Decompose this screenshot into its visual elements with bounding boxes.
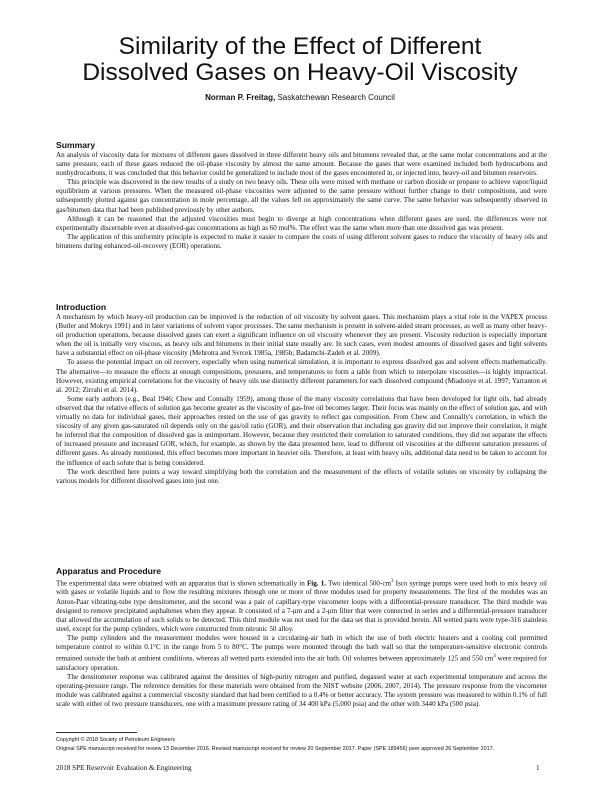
superscript: 3: [493, 654, 496, 660]
introduction-paragraph: Some early authors (e.g., Beal 1946; Chew and Connally 1959), among those of the many viscosity correlations that have been developed for light oils, had already observed that the relative effects of solution gas become greater as the viscosity of gas-free oil becomes larger. Their focus was mainly on the effect of solution gas, and with virtually no data for individual gases, their approaches rested on the use of gas gravity to reflect gas composition. From Chew and Connally's correlation, in which the viscosity of any given gas-saturated oil depends only on the gas/oil ratio (GOR), and their observation that including gas gravity did not improve their correlation, it might be inferred that the composition of dissolved gas is unimportant. However, because they restricted their correlation to saturated conditions, they did not separate the effects of increased pressure and increased GOR, which, for example, as shown by the data presented here, lead to different oil viscosities at the different saturation pressures of different gases. As already mentioned, this effect becomes more important in heavier oils. Therefore, at least with heavy oils, additional data need to be taken to account for the influence of each solute that is being considered.: [56, 394, 547, 467]
introduction-paragraph: To assess the potential impact on oil recovery, especially when using numerical simulation, it is important to express dissolved gas and solvent effects mathematically. The alternative—to measure the effects at enough compositions, pressures, and temperatures to form a table from which to interpolate viscosities—is highly impractical. However, existing empirical correlations for the viscosity of heavy oils use distinctly different parameters for each dissolved compound (Miadonye et al. 1997; Yarranton et al. 2012; Zirrahi et al. 2014).: [56, 358, 547, 394]
copyright-notice: Copyright © 2018 Society of Petroleum Engineers: [56, 737, 176, 743]
author-line: [0, 93, 600, 102]
summary-paragraph: An analysis of viscosity data for mixtures of different gases dissolved in three different heavy oils and bitumens revealed that, at the same molar concentrations and at the same pressure, each of these gases reduced the oil-phase viscosity by almost the same amount. Because the gases that were examined included both hydrocarbons and nonhydrocarbons, it was concluded that this behavior could be generalized to include most of the gases encountered in, or injected into, heavy-oil and bitumen reservoirs.: [56, 151, 547, 178]
introduction-paragraph: A mechanism by which heavy-oil production can be improved is the reduction of oil viscosity by solvent gases. This mechanism plays a vital role in the VAPEX process (Butler and Mokrys 1991) and in later variations of solvent vapor processes. The same mechanism is present in solvent-aided steam processes, as well as many other heavy-oil production operations, because dissolved gases can exert a significant influence on oil viscosity whenever they are present. Viscosity reduction is especially important when the oil is initially very viscous, as heavy oils and bitumens in their initial state usually are. In such cases, even modest amounts of dissolved gases and light solvents have a substantial effect on oil-phase viscosity (Mehrotra and Svrcek 1985a, 1985b; Badamchi-Zadeh et al. 2009).: [56, 313, 547, 358]
apparatus-text: Two identical 500-cm: [326, 579, 391, 588]
apparatus-section: [56, 566, 547, 709]
introduction-section: [56, 302, 547, 486]
apparatus-paragraph: [56, 634, 547, 673]
apparatus-paragraph: [56, 577, 547, 634]
footnote-divider: [56, 732, 137, 733]
summary-heading: Summary: [56, 140, 96, 150]
summary-paragraph: The application of this uniformity principle is expected to make it easier to compare the costs of using different solvent gases to reduce the viscosity of heavy oils and bitumens during enhanced-oil-recovery (EOR) operations.: [56, 232, 547, 250]
introduction-heading: Introduction: [56, 302, 107, 312]
summary-paragraph: Although it can be reasoned that the adjusted viscosities must begin to diverge at high concentrations when different gases are used, the differences were not experimentally discernable even at dissolved-gas concentrations as high as 60 mol%. The effect was the same when more than one dissolved gas was present.: [56, 214, 547, 232]
superscript: 3: [391, 579, 394, 584]
apparatus-text: The pump cylinders and the measurement modules were housed in a circulating-air bath in which the use of both electric heaters and a cooling coil permitted temperature control to within 0.1°C in the range from 5 to 80°C. The pumps were mounted through the bath wall so that the temperature-sensitive electronic controls remained outside the bath at ambient conditions, whereas all wetted parts extended into the air bath. Oil volumes between approximately 125 and 550 cm: [56, 633, 547, 663]
author-affiliation: Saskatchewan Research Council: [275, 93, 395, 102]
figure-reference-link[interactable]: Fig. 1.: [306, 579, 327, 588]
summary-paragraph: This principle was discovered in the new results of a study on two heavy oils. These oils were mixed with methane or carbon dioxide or propane to achieve vapor/liquid equilibrium at various pressures. When the measured oil-phase viscosities were adjusted to the same pressure without further change to their compositions, and were subsequently plotted against gas concentration in mole percentage, all the values fell on approximately the same curve. The same behavior was subsequently observed in gas/bitumen data that had been published previously by other authors.: [56, 178, 547, 214]
apparatus-heading: Apparatus and Procedure: [56, 566, 162, 576]
summary-section: [56, 140, 547, 251]
page-number: 1: [536, 764, 540, 772]
apparatus-paragraph: The densitometer response was calibrated against the densities of high-purity nitrogen and purified, degassed water at each experimental temperature and across the operating-pressure range. The reference densities for these materials were obtained from the NIST website (2006, 2007, 2014). The pressure response from the viscometer module was calibrated against a commercial viscosity standard that had been certified to a 0.4% or better accuracy. The system pressure was measured to within 0.1% of full scale with either of two pressure transducers, one with a maximum pressure rating of 34 400 kPa (5,000 psia) and the other with 3440 kPa (500 psia).: [56, 672, 547, 708]
title-line-2: Dissolved Gases on Heavy-Oil Viscosity: [82, 59, 518, 86]
paper-title: [0, 34, 600, 86]
author-name: Norman P. Freitag,: [205, 93, 276, 102]
manuscript-history: Original SPE manuscript received for review 13 December 2016. Revised manuscript received for review 20 September 2017. Paper (SPE 189456) peer approved 26 September 2017.: [56, 746, 495, 752]
journal-footer: 2018 SPE Reservoir Evaluation & Engineering: [56, 764, 192, 772]
apparatus-text: were required for satisfactory operation.: [56, 654, 547, 672]
introduction-paragraph: The work described here points a way toward simplifying both the correlation and the measurement of the effects of volatile solutes on viscosity by collapsing the various models for different dissolved gases into just one.: [56, 467, 547, 485]
apparatus-text: Isco syringe pumps were used both to mix heavy oil with gases or volatile liquids and to flow the resulting mixtures through one or more of three modules used for property measurements. The first of the modules was an Anton-Paar vibrating-tube type densitometer, and the second was a pair of capillary-type viscometer loops with a differential-pressure transducer. The third module was designed to remove precipitated asphaltenes when they appear. It consisted of a 7-μm and a 2-μm filter that were connected in series and a differential-pressure transducer that allowed the accumulation of such solids to be detected. This third module was not used for the data set that is provided herein. All wetted parts were type-316 stainless steel, except for the pump cylinders, which were constructed from nitronic 50 alloy.: [56, 579, 548, 633]
title-line-1: Similarity of the Effect of Different: [118, 33, 482, 60]
apparatus-text: The experimental data were obtained with an apparatus that is shown schematically in: [56, 579, 307, 588]
